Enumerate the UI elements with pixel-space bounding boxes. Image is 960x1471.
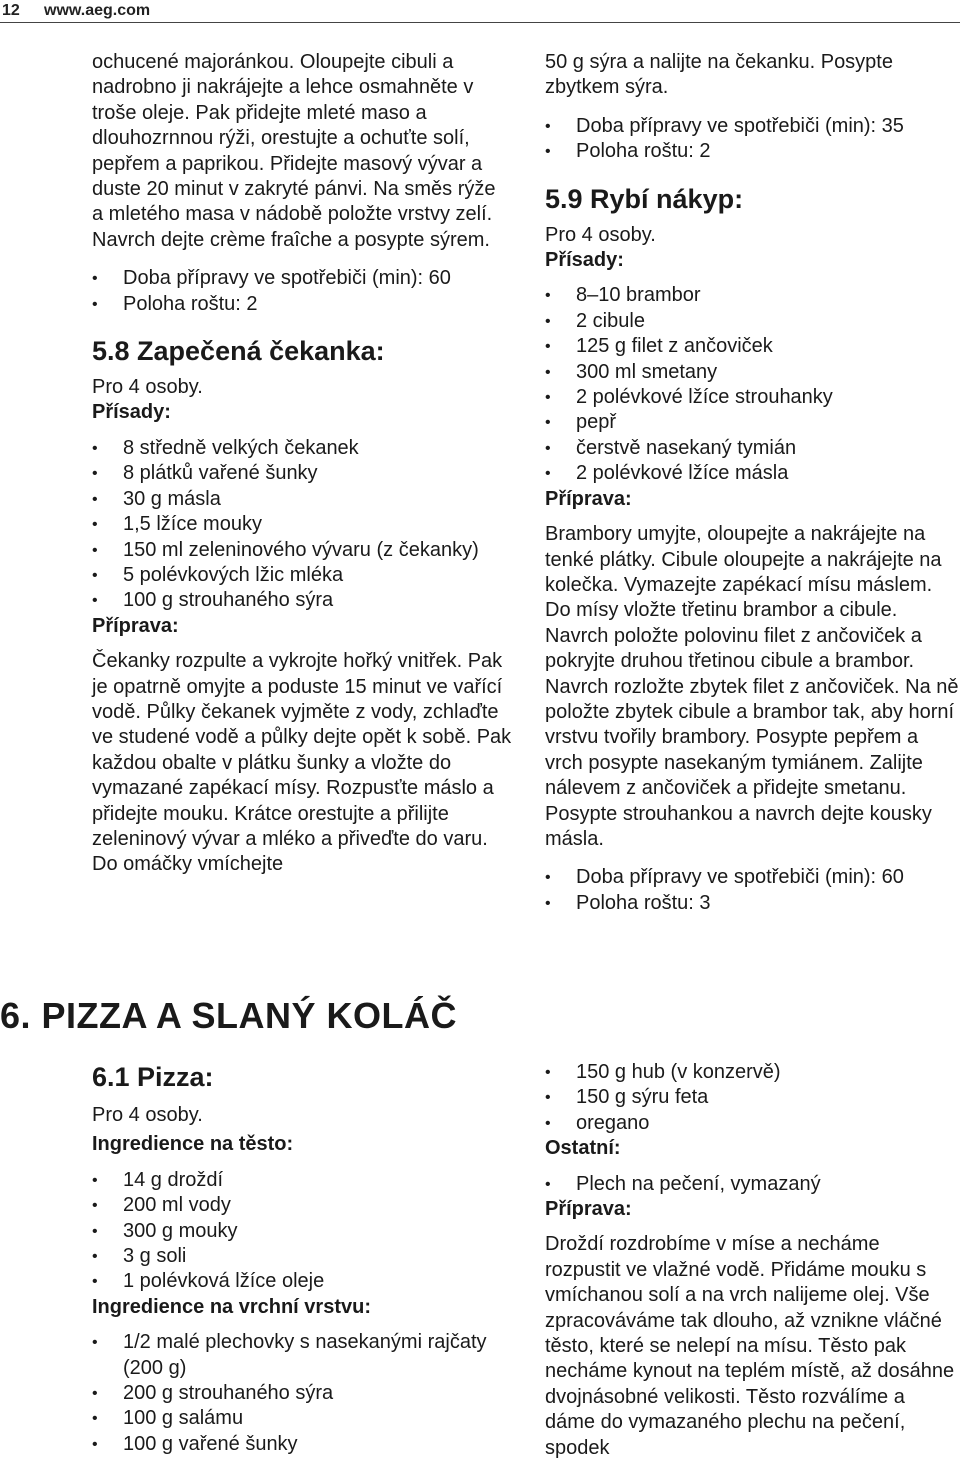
list-item: • 8 plátků vařené šunky (92, 461, 512, 486)
list-item: • 2 polévkové lžíce strouhanky (545, 385, 960, 410)
preparation-label: Příprava: (92, 614, 179, 637)
servings-text: Pro 4 osoby. (92, 376, 203, 399)
list-item: • 100 g salámu (92, 1406, 512, 1431)
list-item: • 8–10 brambor (545, 283, 960, 308)
other-label: Ostatní: (545, 1137, 621, 1160)
list-item: • 8 středně velkých čekanek (92, 436, 512, 461)
settings-list (545, 114, 960, 165)
topping-list-continued (545, 1060, 960, 1136)
dough-list (92, 1168, 512, 1295)
list-item: • Poloha roštu: 2 (92, 292, 512, 317)
ingredients-list (545, 283, 960, 486)
ingredients-label: Přísady: (545, 249, 624, 272)
list-item: • 30 g másla (92, 487, 512, 512)
servings-text: Pro 4 osoby. (92, 1104, 203, 1126)
list-item: • 150 g hub (v konzervě) (545, 1060, 960, 1085)
recipe-continuation-text: ochucené majoránkou. Oloupejte cibuli a nadrobno ji nakrájejte a lehce osmahněte v troše oleje. Pak přidejte mleté maso a dlouhozrnnou rýži, orestujte a ochuťte solí, pepřem a paprikou. Přidejte masový vývar a duste 20 minut v zakryté pánvi. Na směs rýže a mletého masa v nádobě položte vrstvy zelí. Navrch dejte crème fraîche a posypte sýrem. (92, 51, 496, 251)
list-item: • 150 ml zeleninového vývaru (z čekanky) (92, 538, 512, 563)
dough-label: Ingredience na těsto: (92, 1133, 294, 1156)
page-header (0, 0, 150, 22)
header-divider (0, 22, 960, 23)
list-item: • 200 ml vody (92, 1193, 512, 1218)
preparation-label: Příprava: (545, 1198, 632, 1221)
page-number: 12 (2, 2, 20, 19)
list-item: • 5 polévkových lžic mléka (92, 563, 512, 588)
list-item: • Poloha roštu: 2 (545, 139, 960, 164)
list-item: • čerstvě nasekaný tymián (545, 436, 960, 461)
settings-list (545, 865, 960, 916)
list-item: • Doba přípravy ve spotřebiči (min): 35 (545, 114, 960, 139)
list-item: • 125 g filet z ančoviček (545, 334, 960, 359)
list-item: • 2 polévkové lžíce másla (545, 461, 960, 486)
list-item: • 14 g droždí (92, 1168, 512, 1193)
chapter-title: 6. PIZZA A SLANÝ KOLÁČ (0, 995, 458, 1036)
section-title: 6.1 Pizza: (92, 1062, 214, 1092)
settings-list (92, 266, 512, 317)
list-item: • Doba přípravy ve spotřebiči (min): 60 (545, 865, 960, 890)
list-item: • Plech na pečení, vymazaný (545, 1172, 960, 1197)
list-item: • 200 g strouhaného sýra (92, 1381, 512, 1406)
site-url: www.aeg.com (44, 2, 151, 19)
list-item: • 150 g sýru feta (545, 1085, 960, 1110)
ingredients-label: Přísady: (92, 401, 171, 424)
list-item: • Doba přípravy ve spotřebiči (min): 60 (92, 266, 512, 291)
list-item: • oregano (545, 1111, 960, 1136)
left-column-bottom (92, 1061, 512, 1457)
list-item: • 300 ml smetany (545, 360, 960, 385)
list-item: • 100 g vařené šunky (92, 1432, 512, 1457)
left-column-top (92, 50, 512, 878)
right-column-top (545, 50, 960, 916)
servings-text: Pro 4 osoby. (545, 223, 656, 246)
list-item: • 1,5 lžíce mouky (92, 512, 512, 537)
list-item: • 300 g mouky (92, 1219, 512, 1244)
preparation-text: Droždí rozdrobíme v míse a necháme rozpustit ve vlažné vodě. Přidáme mouku s vmíchanou solí a na vrch nalijeme olej. Vše zpracováváme tak dlouho, až vznikne vláčné těsto, které se nelepí na mísu. Těsto pak necháme kynout na teplém místě, až dosáhne dvojnásobné velikosti. Těsto rozválíme a dáme do vymazaného plechu na pečení, spodek (545, 1233, 955, 1459)
topping-label: Ingredience na vrchní vrstvu: (92, 1295, 371, 1318)
preparation-text: Čekanky rozpulte a vykrojte hořký vnitřek. Pak je opatrně omyjte a poduste 15 minut ve vařící vodě. Půlky čekanek vyjměte z vody, zchlaďte ve studené vodě a půlky dejte opět k sobě. Pak každou obalte v plátku šunky a vložte do vymazané zapékací mísy. Rozpusťte máslo a přidejte mouku. Krátce orestujte a přilijte zeleninový vývar a mléko a přiveďte do varu. Do omáčky vmíchejte (92, 650, 512, 876)
list-item: • Poloha roštu: 3 (545, 891, 960, 916)
section-title: 5.9 Rybí nákyp: (545, 183, 744, 214)
right-column-bottom (545, 1060, 960, 1461)
preparation-label: Příprava: (545, 487, 632, 510)
other-list (545, 1172, 960, 1197)
list-item: • 3 g soli (92, 1244, 512, 1269)
section-title: 5.8 Zapečená čekanka: (92, 336, 385, 367)
list-item: • 2 cibule (545, 309, 960, 334)
list-item: • 100 g strouhaného sýra (92, 588, 512, 613)
topping-list (92, 1330, 512, 1457)
list-item: • 1 polévková lžíce oleje (92, 1269, 512, 1294)
preparation-text: Brambory umyjte, oloupejte a nakrájejte na tenké plátky. Cibule oloupejte a nakrájejte na kolečka. Vymazejte zapékací mísu máslem. Do mísy vložte třetinu brambor a cibule. Navrch položte polovinu filet z ančoviček a pokryjte druhou třetinou cibule a brambor. Navrch rozložte zbytek filet z ančoviček. Na ně položte zbytek cibule a brambor tak, aby horní vrstvu tvořily brambory. Posypte pepřem a vrch posypte nasekaným tymiánem. Zalijte nálevem z ančoviček a přidejte smetanu. Posypte strouhankou a navrch dejte kousky másla. (545, 523, 959, 850)
list-item: • 1/2 malé plechovky s nasekanými rajčaty (200 g) (92, 1330, 512, 1381)
recipe-continuation-text: 50 g sýra a nalijte na čekanku. Posypte zbytkem sýra. (545, 51, 893, 99)
ingredients-list (92, 436, 512, 614)
list-item: • pepř (545, 410, 960, 435)
